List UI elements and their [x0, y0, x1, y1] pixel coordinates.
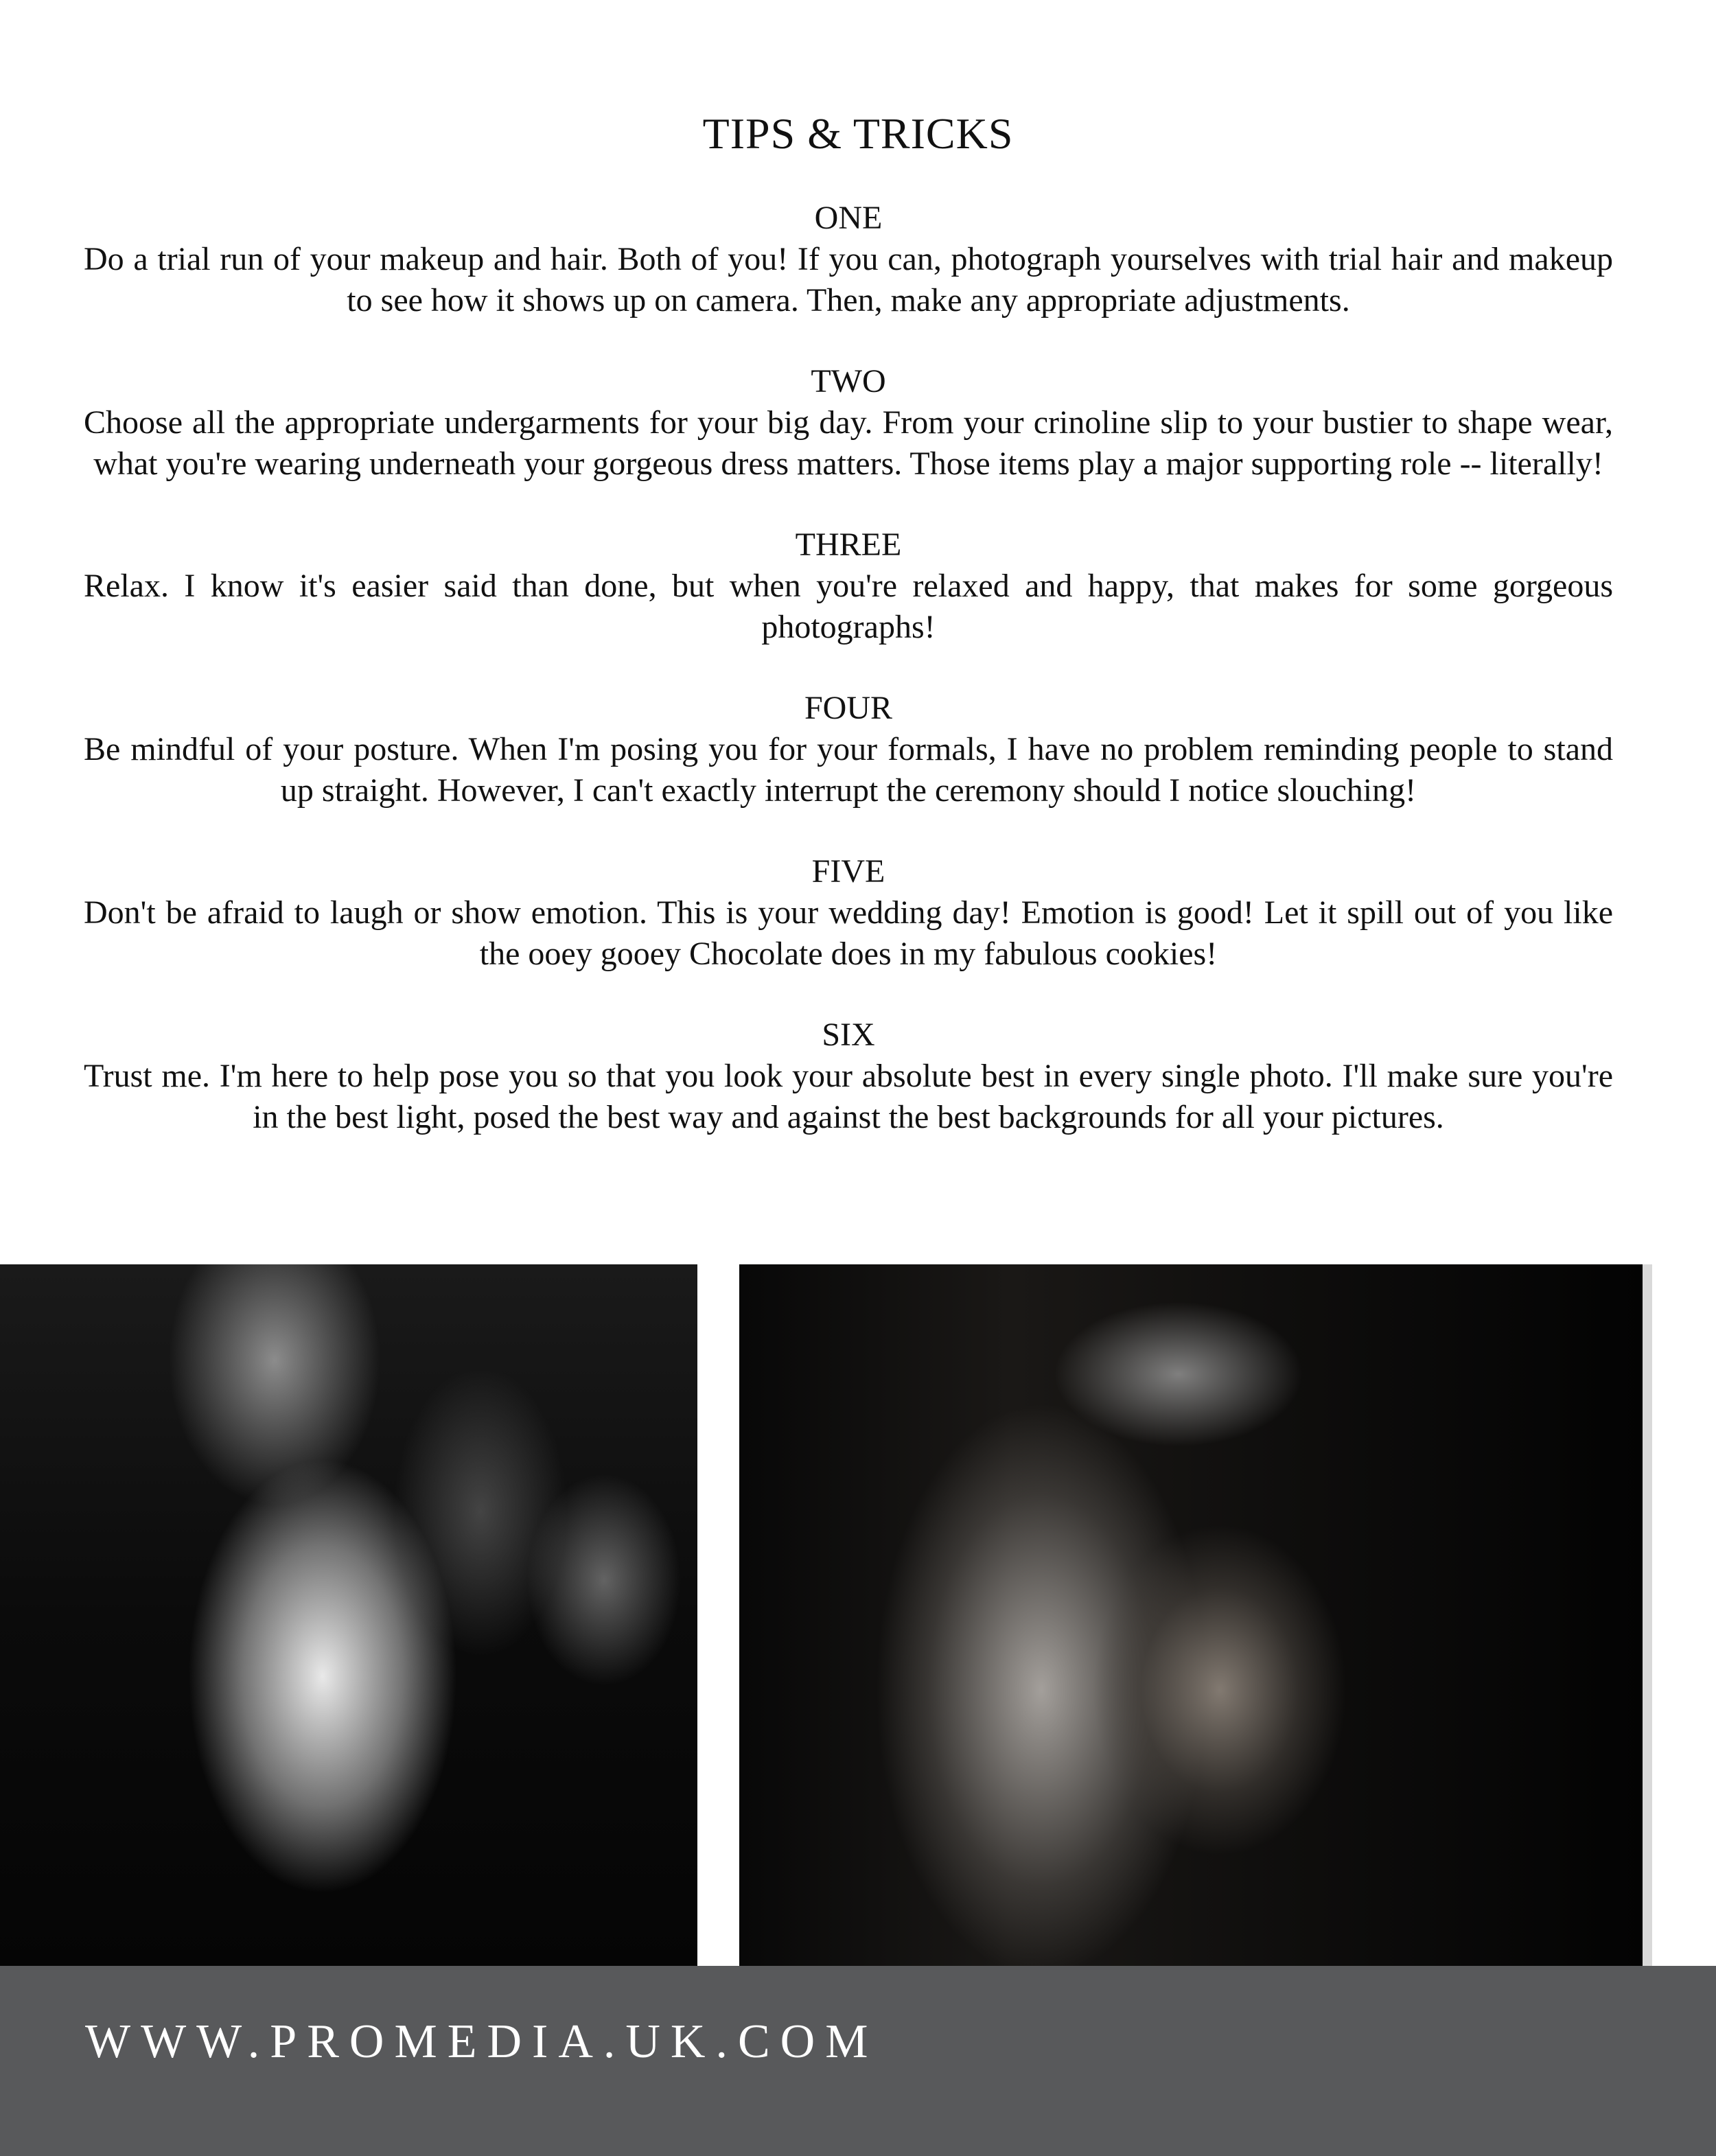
tip-number: ONE	[814, 200, 883, 236]
tip-item	[84, 851, 1613, 975]
tip-number: SIX	[822, 1017, 875, 1053]
tip-text: Don't be afraid to laugh or show emotion. This is your wedding day! Emotion is good! Let it spill out of you like the ooey gooey Chocolate does in my fabulous cookies!	[84, 894, 1613, 972]
tip-item	[84, 1015, 1613, 1138]
tip-text: Choose all the appropriate undergarments for your big day. From your crinoline slip to your bustier to shape wear, what you're wearing underneath your gorgeous dress matters. Those items play a major supporting role -- literally!	[84, 404, 1613, 482]
footer-website-link[interactable]: WWW.PROMEDIA.UK.COM	[85, 2015, 879, 2068]
photo-border	[1643, 1264, 1652, 1966]
tip-text: Trust me. I'm here to help pose you so that you look your absolute best in every single photo. I'll make sure you're in the best light, posed the best way and against the best backgrounds for all your pictures.	[84, 1058, 1613, 1135]
tip-text: Be mindful of your posture. When I'm posing you for your formals, I have no problem reminding people to stand up straight. However, I can't exactly interrupt the ceremony should I notice slouching!	[84, 731, 1613, 809]
bride-portrait-photo	[739, 1264, 1643, 1966]
tip-number: FOUR	[804, 690, 893, 726]
tip-text: Do a trial run of your makeup and hair. Both of you! If you can, photograph yourselves with trial hair and makeup to see how it shows up on camera. Then, make any appropriate adjustments.	[84, 241, 1613, 318]
tip-item	[84, 198, 1613, 321]
tips-list	[84, 198, 1613, 1178]
page-title: TIPS & TRICKS	[702, 109, 1014, 158]
tip-number: FIVE	[811, 853, 885, 890]
tip-item	[84, 524, 1613, 648]
tip-item	[84, 361, 1613, 485]
tip-number: THREE	[795, 526, 902, 563]
tip-text: Relax. I know it's easier said than done, but when you're relaxed and happy, that makes for some gorgeous photographs!	[84, 568, 1613, 645]
tip-item	[84, 688, 1613, 811]
tip-number: TWO	[811, 363, 886, 399]
bridal-party-photo	[0, 1264, 697, 1966]
